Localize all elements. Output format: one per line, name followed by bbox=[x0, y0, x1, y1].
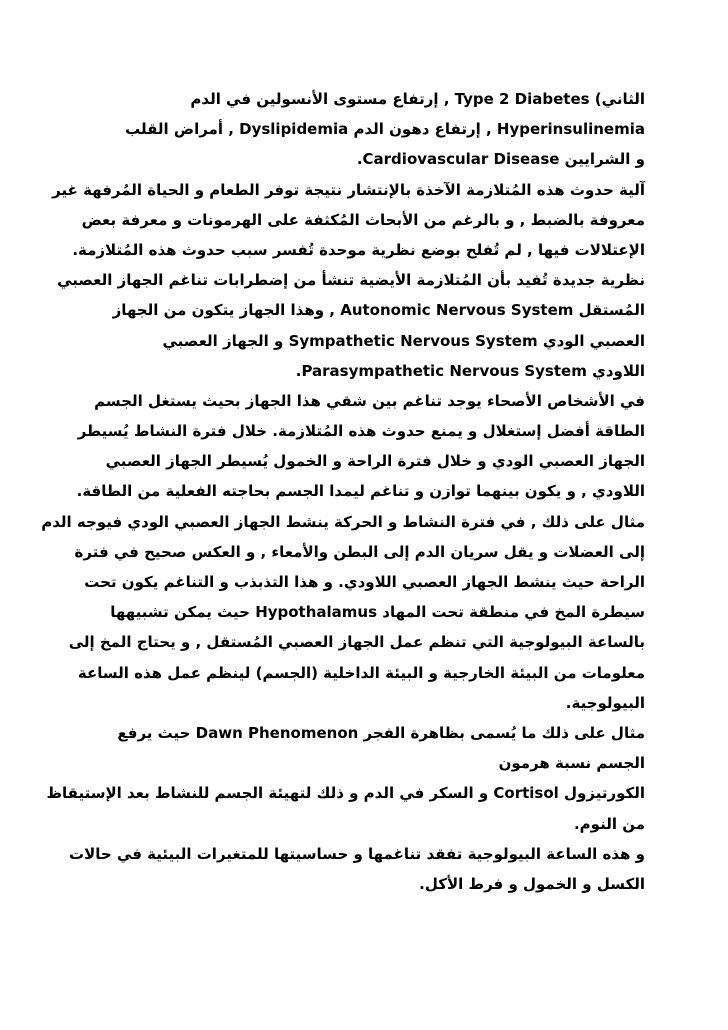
text-line: مثال على ذلك ما يُسمى بظاهرة الفجر Dawn Phenomenon حيث يرفع bbox=[117, 723, 645, 742]
text-line: في الأشخاص الأصحاء يوجد تناغم بين شقي هذا الجهاز بحيث يستغل الجسم bbox=[94, 391, 645, 410]
text-line: معلومات من البيئة الخارجية و البيئة الداخلية (الجسم) لينظم عمل هذه الساعة bbox=[77, 663, 645, 682]
text-line: الثاني) Type 2 Diabetes , إرتفاع مستوى الأنسولين في الدم bbox=[190, 90, 645, 108]
text-line: المُستقل Autonomic Nervous System , وهذا الجهاز يتكون من الجهاز bbox=[112, 301, 645, 320]
body-text bbox=[41, 84, 645, 899]
text-line: سيطرة المخ في منطقة تحت المهاد Hypothalamus حيث يمكن تشبيهها bbox=[110, 603, 645, 622]
text-line: الكورتيزول Cortisol و السكر في الدم و ذلك لتهيئة الجسم للنشاط بعد الإستيقاظ bbox=[46, 784, 645, 803]
text-line: و هذه الساعة البيولوجية تفقد تناغمها و حساسيتها للمتغيرات البيئية في حالات bbox=[69, 844, 645, 863]
text-line: اللاودي Parasympathetic Nervous System. bbox=[295, 361, 645, 380]
text-line: Hyperinsulinemia , إرتفاع دهون الدم Dyslipidemia , أمراض القلب bbox=[125, 120, 645, 139]
text-line: إلى العضلات و يقل سريان الدم إلى البطن والأمعاء , و العكس صحيح في فترة bbox=[74, 542, 645, 561]
text-line: الكسل و الخمول و فرط الأكل. bbox=[419, 874, 645, 893]
text-line: الراحة حيث ينشط الجهاز العصبي اللاودي. و هذا التذبذب و التناغم يكون تحت bbox=[84, 573, 645, 591]
text-line: آلية حدوث هذه المُتلازمة الآخذة بالإنتشار نتيجة توفر الطعام و الحياة المُرفهة غير bbox=[52, 180, 645, 199]
text-line: نظرية جديدة تُفيد بأن المُتلازمة الأيضية تنشأ من إضطرابات تناغم الجهاز العصبي bbox=[57, 271, 645, 290]
text-line: الجهاز العصبي الودي و خلال فترة الراحة و الخمول يُسيطر الجهاز العصبي bbox=[105, 452, 645, 471]
text-line: الإعتلالات فيها , لم تُفلح بوضع نظرية موحدة تُفسر سبب حدوث هذه المُتلازمة. bbox=[72, 240, 645, 259]
text-line: من النوم. bbox=[573, 814, 645, 833]
text-line: و الشرايين Cardiovascular Disease. bbox=[356, 150, 645, 169]
text-line: الطاقة أفضل إستغلال و يمنع حدوث هذه المُتلازمة. خلال فترة النشاط يُسيطر bbox=[77, 422, 645, 441]
text-line: معروفة بالضبط , و بالرغم من الأبحاث المُكثفة على الهرمونات و معرفة بعض bbox=[81, 210, 645, 229]
text-line: العصبي الودي Sympathetic Nervous System و الجهاز العصبي bbox=[162, 331, 645, 350]
text-line: الجسم نسبة هرمون bbox=[498, 754, 645, 773]
text-line: اللاودي , و يكون بينهما توازن و تناغم ليمدا الجسم بحاجته الفعلية من الطاقة. bbox=[76, 482, 645, 501]
text-line: البيولوجية. bbox=[565, 693, 645, 712]
text-line: مثال على ذلك , في فترة النشاط و الحركة ينشط الجهاز العصبي الودي فيوجه الدم bbox=[41, 512, 645, 531]
text-line: بالساعة البيولوجية التي تنظم عمل الجهاز العصبي المُستقل , و يحتاج المخ إلى bbox=[68, 633, 645, 652]
